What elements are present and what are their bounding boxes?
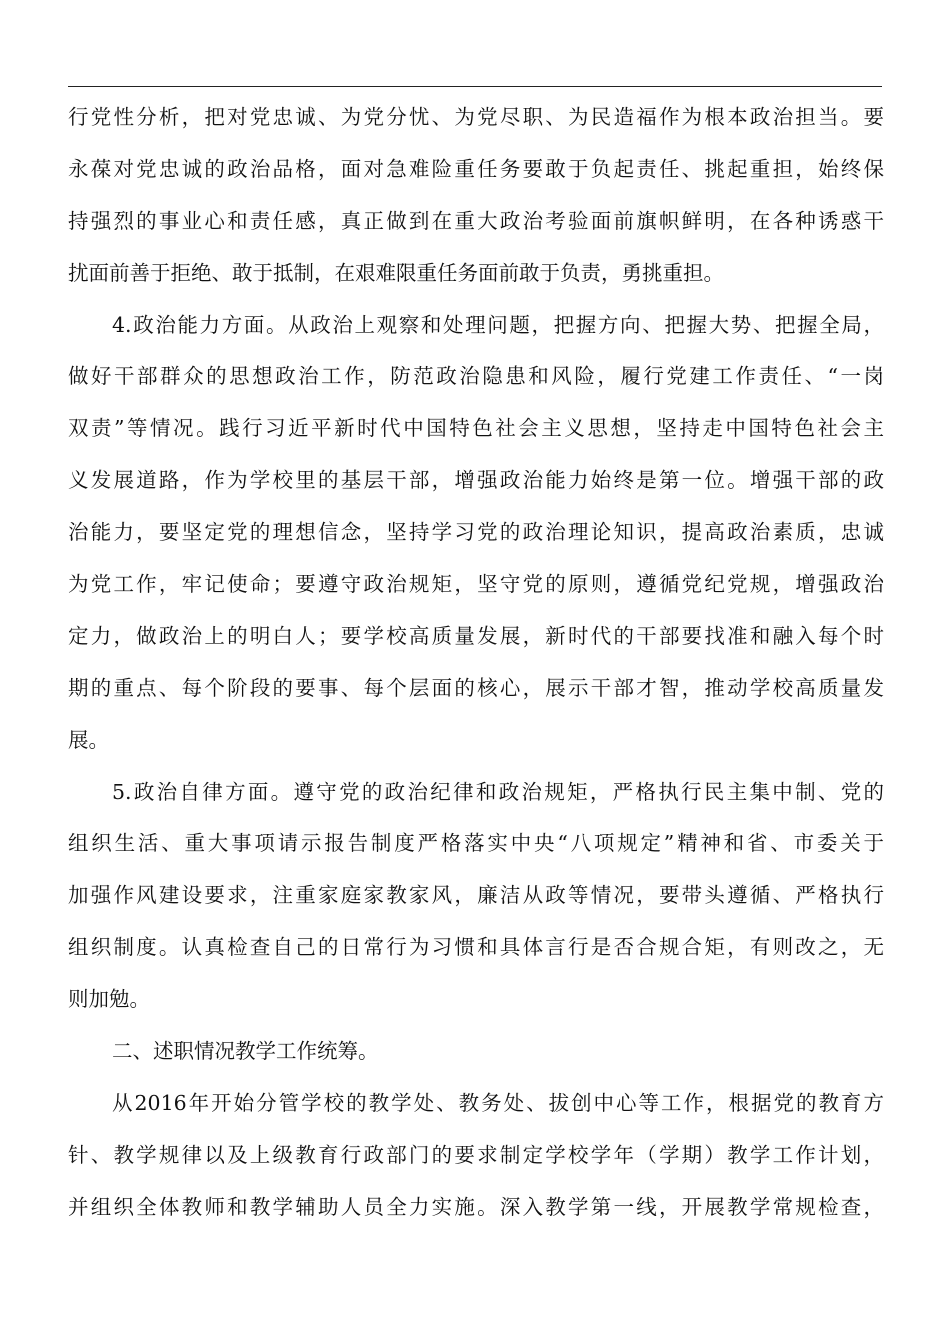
text-line: 组织制度。认真检查自己的日常行为习惯和具体言行是否合规合矩，有则改之，无 (68, 935, 884, 960)
text-line: 期的重点、每个阶段的要事、每个层面的核心，展示干部才智，推动学校高质量发 (68, 675, 884, 700)
text-line: 并组织全体教师和教学辅助人员全力实施。深入教学第一线，开展教学常规检查， (68, 1194, 884, 1219)
text-line: 治能力，要坚定党的理想信念，坚持学习党的政治理论知识，提高政治素质，忠诚 (68, 520, 884, 545)
text-line: 展。 (68, 727, 109, 752)
text-line: 为党工作，牢记使命；要遵守政治规矩，坚守党的原则，遵循党纪党规，增强政治 (68, 572, 884, 597)
text-line: 定力，做政治上的明白人；要学校高质量发展，新时代的干部要找准和融入每个时 (68, 623, 884, 648)
text-line: 做好干部群众的思想政治工作，防范政治隐患和风险，履行党建工作责任、“一岗 (68, 364, 884, 389)
text-line: 5.政治自律方面。遵守党的政治纪律和政治规矩，严格执行民主集中制、党的 (112, 779, 884, 804)
text-line: 组织生活、重大事项请示报告制度严格落实中央“八项规定”精神和省、市委关于 (68, 831, 884, 856)
document-body (68, 92, 884, 1234)
header-rule (68, 86, 882, 87)
text-line: 持强烈的事业心和责任感，真正做到在重大政治考验面前旗帜鲜明，在各种诱惑干 (68, 208, 884, 233)
text-line: 二、述职情况教学工作统筹。 (112, 1039, 379, 1064)
text-line: 4.政治能力方面。从政治上观察和处理问题，把握方向、把握大势、把握全局， (112, 312, 884, 337)
text-line: 义发展道路，作为学校里的基层干部，增强政治能力始终是第一位。增强干部的政 (68, 468, 884, 493)
text-line: 行党性分析，把对党忠诚、为党分忧、为党尽职、为民造福作为根本政治担当。要 (68, 105, 884, 129)
text-line: 双责”等情况。践行习近平新时代中国特色社会主义思想，坚持走中国特色社会主 (68, 416, 884, 441)
text-line: 则加勉。 (68, 987, 150, 1012)
text-line: 扰面前善于拒绝、敢于抵制，在艰难限重任务面前敢于负责，勇挑重担。 (68, 260, 724, 285)
text-line: 加强作风建设要求，注重家庭家教家风，廉洁从政等情况，要带头遵循、严格执行 (68, 883, 884, 908)
text-line: 针、教学规律以及上级教育行政部门的要求制定学校学年（学期）教学工作计划， (68, 1142, 884, 1167)
text-line: 永葆对党忠诚的政治品格，面对急难险重任务要敢于负起责任、挑起重担，始终保 (68, 156, 884, 181)
text-line: 从2016年开始分管学校的教学处、教务处、拔创中心等工作，根据党的教育方 (112, 1090, 884, 1115)
